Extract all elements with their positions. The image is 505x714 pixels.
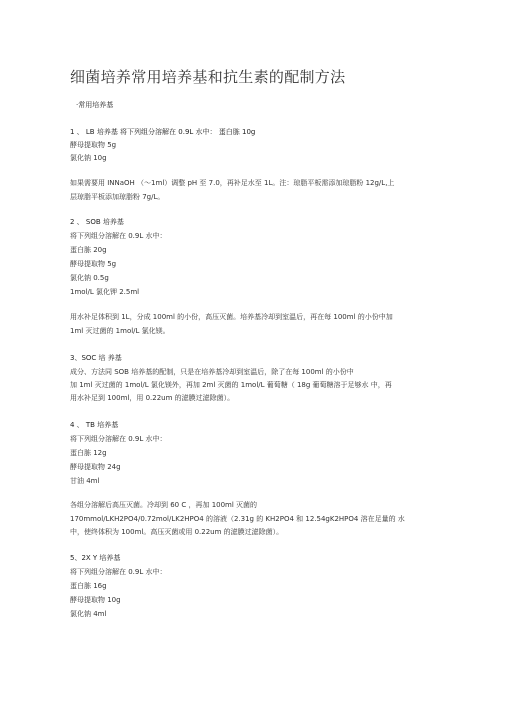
text-line: 中，使终体积为 100ml。高压灭菌或用 0.22um 的滤膜过滤除菌）。 — [70, 528, 284, 536]
section-heading-common-media: ·常用培养基 — [76, 101, 114, 109]
text-line: 1mol/L 氯化钾 2.5ml — [70, 288, 140, 296]
section-heading-soc: 3、SOC 培 养基 — [70, 354, 122, 362]
text-line: 氯化钠 4ml — [70, 610, 107, 618]
section-heading-2xy: 5、2X Y 培养基 — [70, 554, 121, 562]
text-line: 酵母提取物 10g — [70, 596, 121, 604]
text-line: 氯化钠 10g — [70, 154, 107, 162]
text-line: 酵母提取物 5g — [70, 260, 117, 268]
document-title: 细菌培养常用培养基和抗生素的配制方法 — [70, 68, 346, 86]
text-line: 蛋白胨 20g — [70, 246, 107, 254]
text-line: 用水补足体积到 1L，分成 100ml 的小份，高压灭菌。培养基冷却到室温后，再在每 100ml 的小份中加 — [70, 313, 393, 321]
text-line: 蛋白胨 12g — [70, 449, 107, 457]
text-line: 1ml 灭过菌的 1mol/L 氯化镁。 — [70, 327, 170, 335]
text-line: 酵母提取物 24g — [70, 463, 121, 471]
text-line: 甘油 4ml — [70, 477, 100, 485]
text-line: 酵母提取物 5g — [70, 141, 117, 149]
text-line: 层琼脂平板添加琼脂粉 7g/L。 — [70, 193, 165, 201]
text-line: 将下列组分溶解在 0.9L 水中： — [70, 568, 167, 576]
text-line: 成分、方法同 SOB 培养基的配制，只是在培养基冷却到室温后，除了在每 100ml 的小份中 — [70, 368, 354, 376]
section-heading-sob: 2 、 SOB 培养基 — [70, 218, 124, 226]
text-line: 170mmol/LKH2PO4/0.72mol/LK2HPO4 的溶液（2.31g 的 KH2PO4 和 12.54gK2HPO4 溶在足量的 水 — [70, 515, 405, 523]
text-line: 氯化钠 0.5g — [70, 274, 109, 282]
text-line: 用水补足到 100ml，用 0.22um 的滤膜过滤除菌）。 — [70, 394, 235, 402]
section-heading-tb: 4 、 TB 培养基 — [70, 421, 119, 429]
text-line: 各组分溶解后高压灭菌。冷却到 60 C ，再加 100ml 灭菌的 — [70, 501, 258, 509]
text-line: 如果需要用 INNaOH （～1ml）调整 pH 至 7.0，再补足水至 1L。注：琼脂平板需添加琼脂粉 12g/L,上 — [70, 179, 395, 187]
text-line: 将下列组分溶解在 0.9L 水中： — [70, 435, 167, 443]
text-line: 蛋白胨 16g — [70, 582, 107, 590]
section-heading-lb: 1 、 LB 培养基 将下列组分溶解在 0.9L 水中： 蛋白胨 10g — [70, 128, 256, 136]
text-line: 加 1ml 灭过菌的 1mol/L 氯化镁外，再加 2ml 灭菌的 1mol/L 葡萄糖（ 18g 葡萄糖溶于足够水 中，再 — [70, 381, 392, 389]
text-line: 将下列组分溶解在 0.9L 水中： — [70, 232, 167, 240]
